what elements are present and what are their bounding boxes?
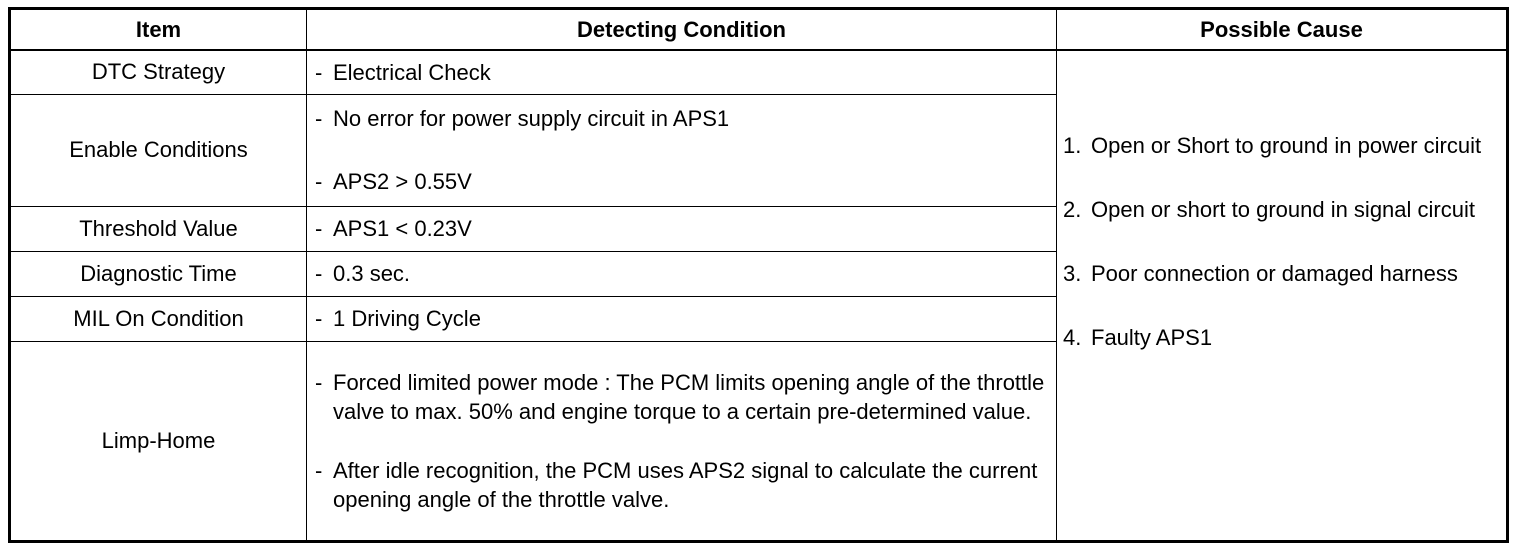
bullet-dash: - [315,169,323,194]
bullet-dash: - [315,261,323,286]
header-row [10,9,1508,51]
cause-item [1063,195,1506,225]
condition-text: Forced limited power mode : The PCM limits opening angle of the throttle valve to max. 50% and engine torque to a certain pre-determined value. [333,369,1045,424]
cause-text: Open or short to ground in signal circuit [1091,197,1475,222]
cause-text: Open or Short to ground in power circuit [1091,133,1482,158]
cause-text: Faulty APS1 [1091,325,1213,350]
item-cell: Enable Conditions [10,94,307,206]
condition-text: APS2 > 0.55V [333,169,472,194]
condition-line [315,456,1052,514]
bullet-dash: - [315,306,323,331]
condition-line [315,368,1052,426]
condition-cell [307,341,1057,541]
condition-line [315,304,1052,333]
bullet-dash: - [315,369,323,395]
condition-line [315,104,1052,133]
diagnostic-table [8,7,1509,543]
item-cell: Limp-Home [10,341,307,541]
condition-cell [307,251,1057,296]
condition-line [315,214,1052,243]
bullet-dash: - [315,216,323,241]
item-cell: Threshold Value [10,206,307,251]
bullet-dash: - [315,106,323,131]
condition-text: 0.3 sec. [333,261,411,286]
cause-number: 4. [1063,325,1082,350]
condition-text: After idle recognition, the PCM uses APS2 signal to calculate the current opening angle of the throttle valve. [333,457,1038,512]
item-cell: DTC Strategy [10,50,307,94]
header-item: Item [10,9,307,51]
header-possible-cause: Possible Cause [1057,9,1508,51]
condition-text: No error for power supply circuit in APS1 [333,106,730,131]
item-cell: Diagnostic Time [10,251,307,296]
condition-text: 1 Driving Cycle [333,306,481,331]
bullet-dash: - [315,457,323,483]
condition-cell [307,50,1057,94]
cause-text: Poor connection or damaged harness [1091,261,1458,286]
condition-cell [307,206,1057,251]
bullet-dash: - [315,59,323,85]
spacer [315,426,1052,456]
header-detecting-condition: Detecting Condition [307,9,1057,51]
condition-cell [307,296,1057,341]
cause-item [1063,131,1506,161]
cause-number: 1. [1063,133,1082,158]
condition-line [315,58,1052,87]
table-row [10,50,1508,94]
condition-text: Electrical Check [333,59,491,85]
condition-cell [307,94,1057,206]
cause-number: 2. [1063,197,1082,222]
condition-line [315,167,1052,196]
possible-cause-cell [1057,50,1508,541]
condition-line [315,259,1052,288]
cause-number: 3. [1063,261,1082,286]
condition-text: APS1 < 0.23V [333,216,472,241]
cause-item [1063,259,1506,289]
spacer [315,133,1052,167]
item-cell: MIL On Condition [10,296,307,341]
cause-item [1063,323,1506,353]
